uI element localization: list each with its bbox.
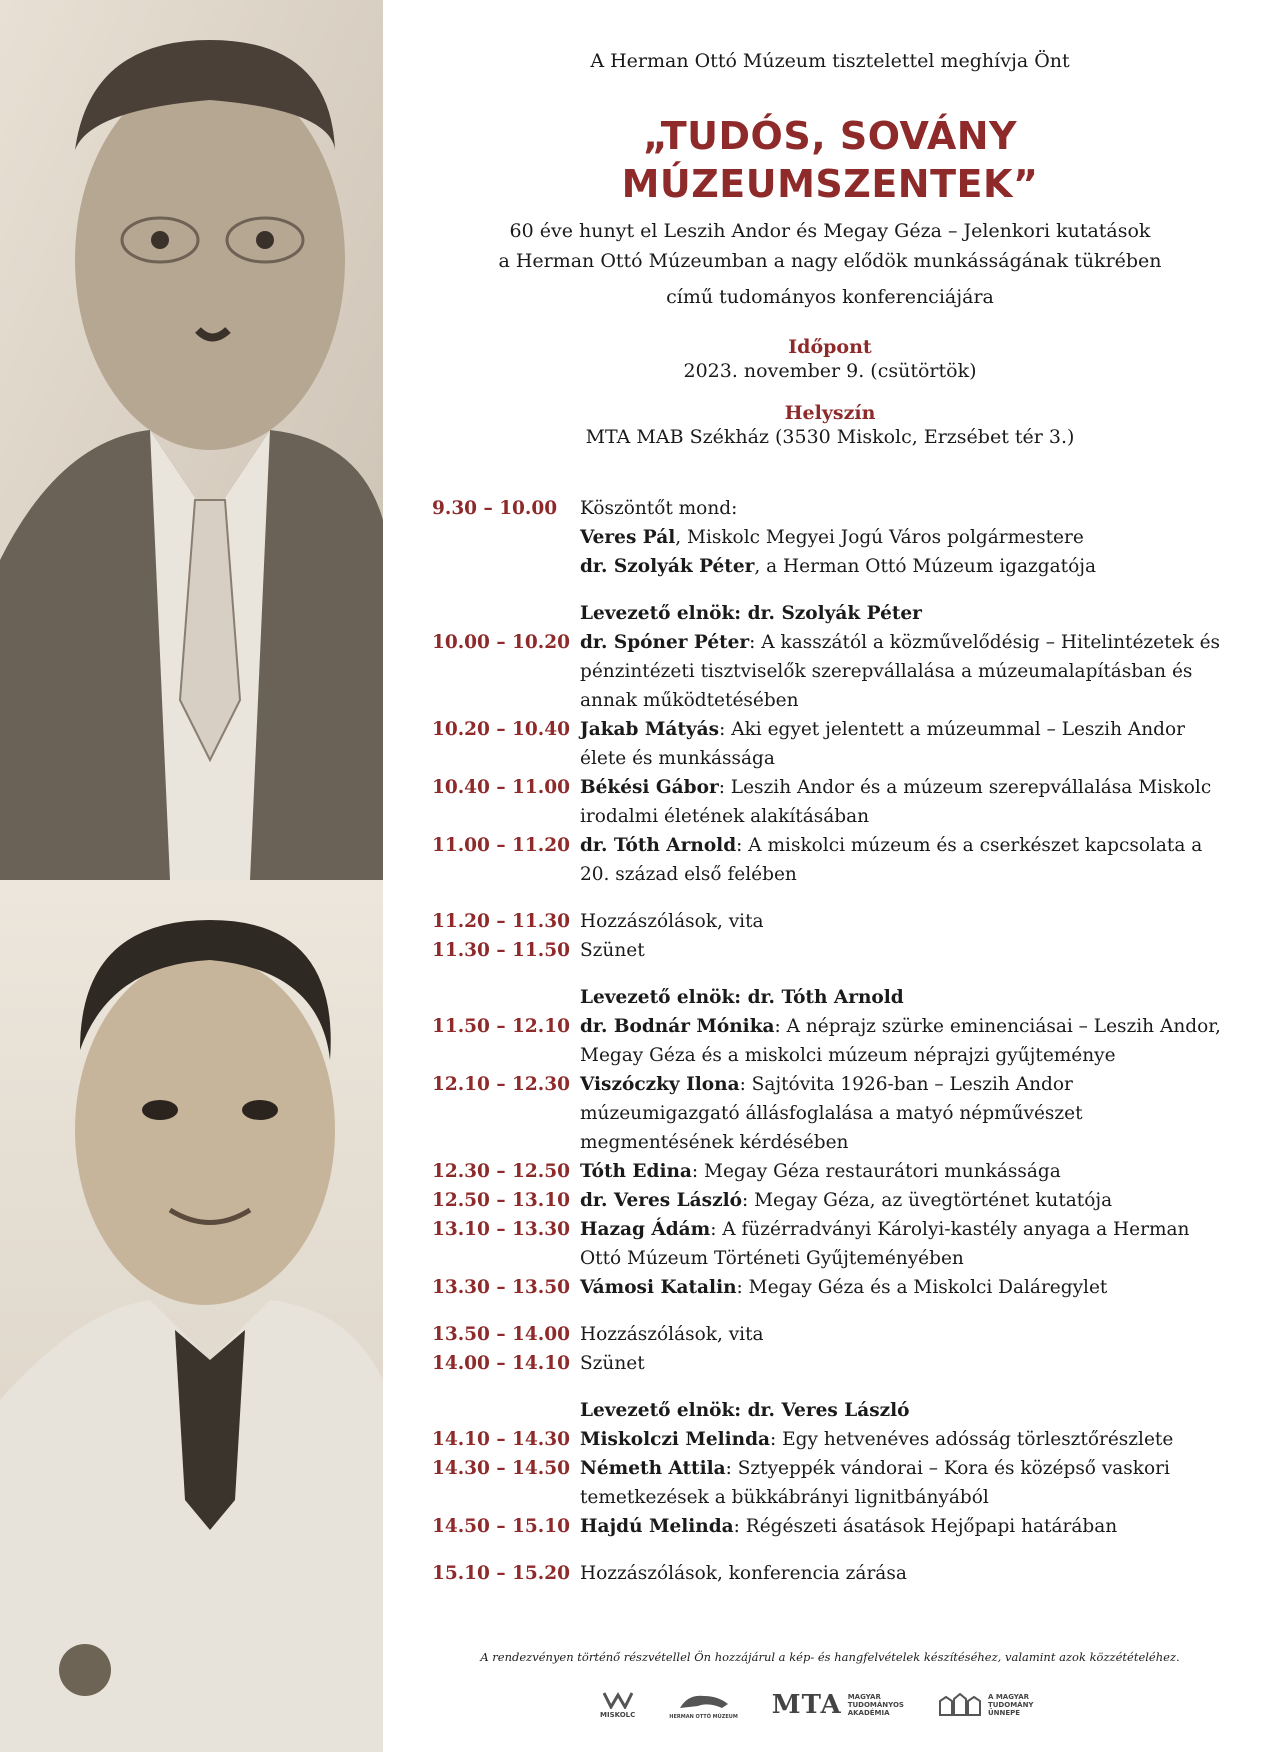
talk-title: : A néprajz szürke eminenciásai – Leszih Andor, Megay Géza és a miskolci múzeum néprajzi gyűjteménye — [580, 1016, 1221, 1066]
speaker-name: Veres Pál — [580, 527, 676, 548]
programme-row — [432, 628, 1232, 715]
session-chair-2 — [432, 983, 1232, 1012]
talk-description: Hozzászólások, vita — [580, 1324, 764, 1345]
hom-animal-icon — [678, 1690, 730, 1712]
programme-row — [432, 1454, 1232, 1512]
time-slot: 12.50 – 13.10 — [432, 1190, 570, 1211]
festival-logo-text: ÜNNEPE — [987, 1709, 1021, 1717]
programme-row — [432, 1070, 1232, 1157]
time-slot: 14.10 – 14.30 — [432, 1429, 570, 1450]
invitation-intro: A Herman Ottó Múzeum tisztelettel meghívja Önt — [590, 50, 1070, 72]
mta-logo-letters: MTA — [771, 1690, 842, 1720]
talk-description: Hozzászólások, konferencia zárása — [580, 1563, 907, 1584]
time-slot: 14.50 – 15.10 — [432, 1516, 570, 1537]
event-title — [430, 112, 1230, 208]
venue-label: Helyszín — [784, 402, 876, 424]
talk-description — [580, 715, 1232, 773]
programme-row — [432, 1349, 1232, 1378]
portrait-leszih-andor — [0, 0, 383, 880]
speaker-name: Németh Attila — [580, 1458, 726, 1479]
talk-description — [580, 1215, 1232, 1273]
programme-row — [432, 1186, 1232, 1215]
talk-description — [580, 1186, 1232, 1215]
chair-label: Levezető elnök: dr. Veres László — [580, 1400, 910, 1421]
speaker-name: Hazag Ádám — [580, 1219, 711, 1240]
time-slot: 11.00 – 11.20 — [432, 835, 570, 856]
time-slot: 11.30 – 11.50 — [432, 940, 570, 961]
talk-description: Hozzászólások, vita — [580, 911, 764, 932]
talk-title: : Régészeti ásatások Hejőpapi határában — [733, 1516, 1118, 1537]
programme-row — [432, 1425, 1232, 1454]
title-line-2: MÚZEUMSZENTEK” — [621, 162, 1039, 206]
time-slot: 10.00 – 10.20 — [432, 632, 570, 653]
programme-row — [432, 936, 1232, 965]
session-chair-3 — [432, 1396, 1232, 1425]
programme-row — [432, 1215, 1232, 1273]
miskolc-logo — [600, 1691, 635, 1719]
talk-description — [580, 1157, 1232, 1186]
date-block — [430, 336, 1230, 382]
miskolc-crest-icon — [603, 1691, 633, 1709]
speaker-name: Viszóczky Ilona — [580, 1074, 740, 1095]
speaker-name: dr. Szolyák Péter — [580, 556, 755, 577]
festival-logo-text: A MAGYAR — [987, 1693, 1030, 1701]
venue-value: MTA MAB Székház (3530 Miskolc, Erzsébet tér 3.) — [585, 426, 1075, 448]
subtitle-line-3: című tudományos konferenciájára — [666, 286, 994, 308]
talk-description — [580, 1273, 1232, 1302]
talk-title: : Leszih Andor és a múzeum szerepvállalása Miskolc irodalmi életének alakításában — [580, 777, 1212, 827]
speaker-name: Jakab Mátyás — [580, 719, 720, 740]
hom-logo — [669, 1690, 738, 1721]
programme-row — [432, 1012, 1232, 1070]
programme-row-closing — [432, 1559, 1232, 1588]
programme-row — [432, 1157, 1232, 1186]
talk-description: Szünet — [580, 940, 645, 961]
programme-row — [432, 1320, 1232, 1349]
talk-title: : A miskolci múzeum és a cserkészet kapcsolata a 20. század első felében — [580, 835, 1203, 885]
subtitle-line-2: a Herman Ottó Múzeumban a nagy elődök munkásságának tükrében — [498, 250, 1162, 272]
time-slot: 13.10 – 13.30 — [432, 1219, 570, 1240]
talk-title: : Megay Géza és a Miskolci Daláregylet — [736, 1277, 1108, 1298]
programme — [432, 494, 1232, 1588]
talk-description — [580, 628, 1232, 715]
chair-label: Levezető elnök: dr. Szolyák Péter — [580, 603, 922, 624]
talk-title: : A füzérradványi Károlyi-kastély anyaga a Herman Ottó Múzeum Történeti Gyűjteményében — [580, 1219, 1190, 1269]
talk-description — [580, 1512, 1232, 1541]
opening-speaker-1 — [580, 523, 1232, 552]
consent-notice: A rendezvényen történő részvétellel Ön hozzájárul a kép- és hangfelvételek készítéséhez, valamint azok közzétételéhez. — [480, 1650, 1180, 1664]
date-value: 2023. november 9. (csütörtök) — [683, 360, 977, 382]
building-icon — [938, 1693, 982, 1717]
subtitle-line-1: 60 éve hunyt el Leszih Andor és Megay Géza – Jelenkori kutatások — [509, 220, 1151, 242]
programme-row — [432, 715, 1232, 773]
opening-description — [580, 494, 1232, 581]
speaker-name: dr. Spóner Péter — [580, 632, 750, 653]
speaker-name: Vámosi Katalin — [580, 1277, 737, 1298]
programme-row-opening — [432, 494, 1232, 581]
talk-title: : Egy hetvenéves adósság törlesztőrészlete — [770, 1429, 1174, 1450]
portrait-megay-geza — [0, 880, 383, 1752]
mta-logo-text: MAGYAR — [847, 1693, 881, 1701]
venue-block — [430, 402, 1230, 448]
time-slot: 10.40 – 11.00 — [432, 777, 570, 798]
programme-row — [432, 831, 1232, 889]
time-slot: 14.30 – 14.50 — [432, 1458, 570, 1479]
mta-logo-text: TUDOMÁNYOS — [847, 1701, 904, 1709]
time-slot: 11.20 – 11.30 — [432, 911, 570, 932]
opening-heading: Köszöntőt mond: — [580, 498, 738, 519]
mta-logo — [772, 1690, 904, 1720]
talk-title: : Sztyeppék vándorai – Kora és középső vaskori temetkezések a bükkábrányi lignitbányából — [580, 1458, 1170, 1508]
partner-logos — [600, 1685, 1160, 1725]
time-slot: 12.30 – 12.50 — [432, 1161, 570, 1182]
speaker-name: Békési Gábor — [580, 777, 719, 798]
talk-title: : Megay Géza restaurátori munkássága — [691, 1161, 1061, 1182]
speaker-name: Tóth Edina — [580, 1161, 692, 1182]
speaker-role: , Miskolc Megyei Jogú Város polgármestere — [675, 527, 1084, 548]
talk-title: : Megay Géza, az üvegtörténet kutatója — [741, 1190, 1113, 1211]
time-slot: 13.30 – 13.50 — [432, 1277, 570, 1298]
talk-description — [580, 1012, 1232, 1070]
mta-logo-text: AKADÉMIA — [847, 1709, 890, 1717]
talk-title: : Sajtóvita 1926-ban – Leszih Andor múzeumigazgató állásfoglalása a matyó népművészet megmentésének kérdésében — [580, 1074, 1083, 1153]
talk-description: Szünet — [580, 1353, 645, 1374]
festival-logo-text: TUDOMÁNY — [987, 1701, 1034, 1709]
talk-title: : A kasszától a közművelődésig – Hitelintézetek és pénzintézeti tisztviselők szerepvállalása a múzeumalapításban és annak működtetésében — [580, 632, 1221, 711]
portrait-column — [0, 0, 383, 1752]
science-festival-logo — [938, 1693, 1034, 1717]
programme-row — [432, 773, 1232, 831]
event-subtitle — [430, 216, 1230, 312]
miskolc-logo-text: MISKOLC — [600, 1711, 636, 1719]
speaker-name: dr. Tóth Arnold — [580, 835, 737, 856]
talk-description — [580, 831, 1232, 889]
talk-description — [580, 1070, 1232, 1157]
time-slot: 13.50 – 14.00 — [432, 1324, 570, 1345]
chair-label: Levezető elnök: dr. Tóth Arnold — [580, 987, 904, 1008]
talk-description — [580, 1454, 1232, 1512]
speaker-name: Miskolczi Melinda — [580, 1429, 771, 1450]
time-slot: 9.30 – 10.00 — [432, 498, 558, 519]
speaker-name: dr. Veres László — [580, 1190, 742, 1211]
opening-speaker-2 — [580, 552, 1232, 581]
session-chair-1 — [432, 599, 1232, 628]
speaker-name: Hajdú Melinda — [580, 1516, 734, 1537]
time-slot: 10.20 – 10.40 — [432, 719, 570, 740]
talk-description — [580, 1425, 1232, 1454]
talk-description — [580, 773, 1232, 831]
time-slot: 14.00 – 14.10 — [432, 1353, 570, 1374]
hom-logo-text: HERMAN OTTÓ MÚZEUM — [669, 1713, 738, 1720]
title-line-1: „TUDÓS, SOVÁNY — [642, 114, 1018, 158]
speaker-role: , a Herman Ottó Múzeum igazgatója — [754, 556, 1096, 577]
programme-row — [432, 907, 1232, 936]
programme-row — [432, 1512, 1232, 1541]
time-slot: 12.10 – 12.30 — [432, 1074, 570, 1095]
programme-row — [432, 1273, 1232, 1302]
speaker-name: dr. Bodnár Mónika — [580, 1016, 775, 1037]
date-label: Időpont — [788, 336, 872, 358]
talk-title: : Aki egyet jelentett a múzeummal – Leszih Andor élete és munkássága — [580, 719, 1185, 769]
time-slot: 15.10 – 15.20 — [432, 1563, 570, 1584]
time-slot: 11.50 – 12.10 — [432, 1016, 570, 1037]
